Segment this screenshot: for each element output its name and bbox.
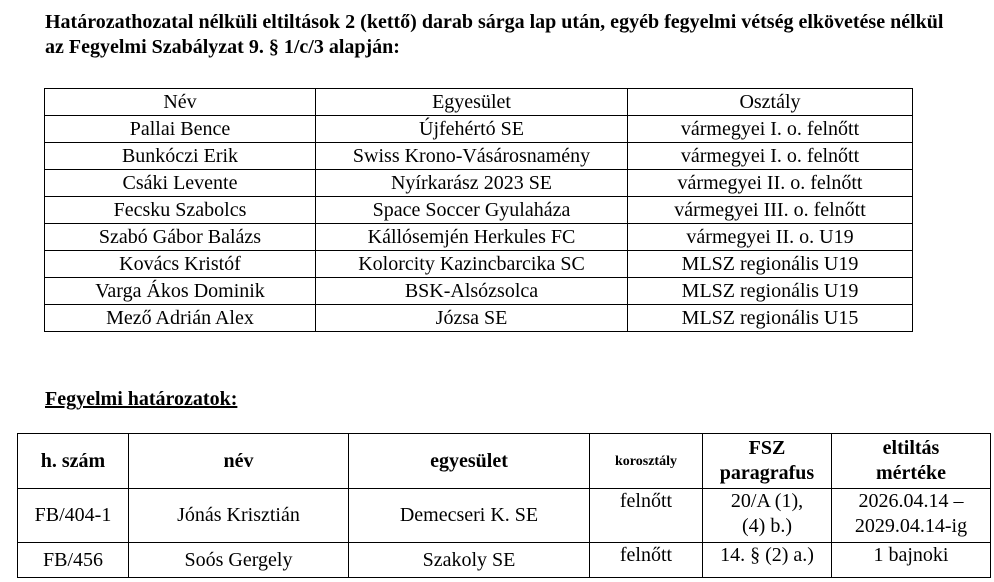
player-club: Swiss Krono-Vásárosnamény <box>316 143 628 170</box>
ban-line: 2029.04.14-ig <box>854 515 968 537</box>
decision-club: Szakoly SE <box>349 543 590 578</box>
player-club: Space Soccer Gyulaháza <box>316 197 628 224</box>
column-header-division: Osztály <box>628 89 913 116</box>
column-header-age-group: korosztály <box>590 434 703 489</box>
player-club: Újfehértó SE <box>316 116 628 143</box>
decisions-section-title: Fegyelmi határozatok: <box>45 388 238 410</box>
player-club: Nyírkarász 2023 SE <box>316 170 628 197</box>
player-division: MLSZ regionális U15 <box>628 305 913 332</box>
decision-paragraph <box>703 489 832 543</box>
intro-paragraph: Határozathozatal nélküli eltiltások 2 (kettő) darab sárga lap után, egyéb fegyelmi vétség elkövetése nélkül az Fegyelmi Szabályzat 9. § 1/c/3 alapján: <box>45 11 944 58</box>
player-club: Józsa SE <box>316 305 628 332</box>
extent-label: mértéke <box>876 462 946 484</box>
player-division: vármegyei II. o. felnőtt <box>628 170 913 197</box>
fsz-label: FSZ <box>748 437 786 459</box>
player-name: Varga Ákos Dominik <box>45 278 316 305</box>
ban-line: 2026.04.14 – <box>858 490 964 512</box>
table-row <box>45 197 913 224</box>
table-row <box>18 489 991 543</box>
decision-age-group: felnőtt <box>590 489 703 543</box>
decision-name: Jónás Krisztián <box>129 489 349 543</box>
table-row <box>45 305 913 332</box>
yellow-card-suspensions-table <box>44 88 913 332</box>
column-header-number: h. szám <box>18 434 129 489</box>
decision-age-group: felnőtt <box>590 543 703 578</box>
player-name: Szabó Gábor Balázs <box>45 224 316 251</box>
player-name: Pallai Bence <box>45 116 316 143</box>
player-division: vármegyei I. o. felnőtt <box>628 116 913 143</box>
player-division: vármegyei I. o. felnőtt <box>628 143 913 170</box>
paragraph-line: (4) b.) <box>742 515 792 537</box>
column-header-name: Név <box>45 89 316 116</box>
table-row <box>45 170 913 197</box>
decision-number: FB/404-1 <box>18 489 129 543</box>
column-header-club: Egyesület <box>316 89 628 116</box>
player-name: Fecsku Szabolcs <box>45 197 316 224</box>
decision-club: Demecseri K. SE <box>349 489 590 543</box>
player-club: Kolorcity Kazincbarcika SC <box>316 251 628 278</box>
table-header-row <box>18 434 991 489</box>
player-name: Bunkóczi Erik <box>45 143 316 170</box>
table-header-row <box>45 89 913 116</box>
table-row <box>18 543 991 578</box>
column-header-fsz-paragraph <box>703 434 832 489</box>
decision-number: FB/456 <box>18 543 129 578</box>
column-header-ban-length <box>832 434 991 489</box>
paragraph-label: paragrafus <box>719 462 815 484</box>
player-division: vármegyei II. o. U19 <box>628 224 913 251</box>
table-row <box>45 224 913 251</box>
player-division: MLSZ regionális U19 <box>628 251 913 278</box>
decision-ban-length <box>832 489 991 543</box>
column-header-name: név <box>129 434 349 489</box>
player-club: BSK-Alsózsolca <box>316 278 628 305</box>
table-row <box>45 116 913 143</box>
decision-ban-length: 1 bajnoki <box>832 543 991 578</box>
table-row <box>45 143 913 170</box>
player-division: MLSZ regionális U19 <box>628 278 913 305</box>
player-name: Mező Adrián Alex <box>45 305 316 332</box>
player-name: Csáki Levente <box>45 170 316 197</box>
ban-label: eltiltás <box>882 437 940 459</box>
player-name: Kovács Kristóf <box>45 251 316 278</box>
table-row <box>45 278 913 305</box>
disciplinary-decisions-table <box>17 433 991 578</box>
column-header-club: egyesület <box>349 434 590 489</box>
decision-paragraph: 14. § (2) a.) <box>703 543 832 578</box>
player-division: vármegyei III. o. felnőtt <box>628 197 913 224</box>
paragraph-line: 20/A (1), <box>730 490 804 512</box>
table-row <box>45 251 913 278</box>
decision-name: Soós Gergely <box>129 543 349 578</box>
player-club: Kállósemjén Herkules FC <box>316 224 628 251</box>
